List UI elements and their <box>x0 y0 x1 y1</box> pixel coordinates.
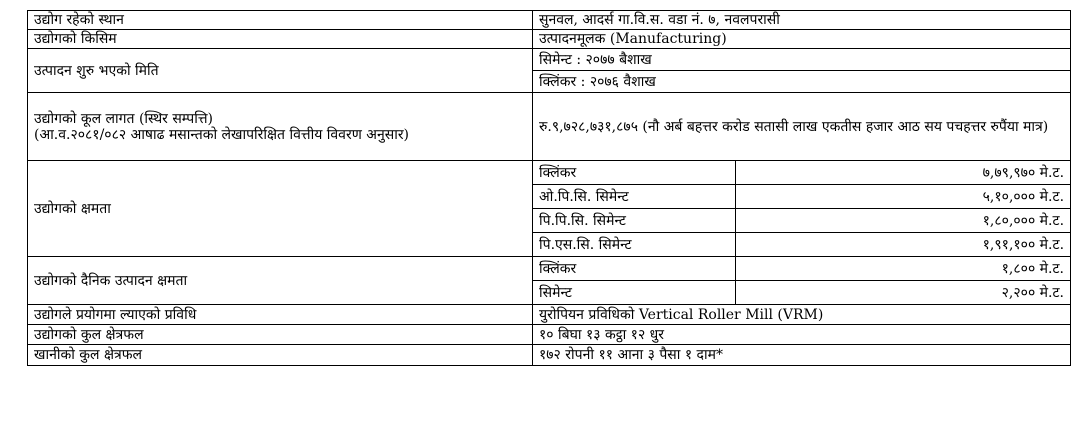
table-row <box>28 257 1071 281</box>
mine-area-label: खानीको कुल क्षेत्रफल <box>28 345 533 366</box>
table-row <box>28 30 1071 49</box>
table-row <box>28 49 1071 71</box>
mine-area-value: १७२ रोपनी ११ आना ३ पैसा १ दाम* <box>533 345 1071 366</box>
capacity-amount: १,९१,१०० मे.ट. <box>736 233 1071 257</box>
clinker-start-date: क्लिंकर : २०७६ वैशाख <box>533 71 1071 93</box>
technology-value: युरोपियन प्रविधिको Vertical Roller Mill (VRM) <box>533 305 1071 325</box>
table-row <box>28 325 1071 345</box>
production-start-label: उत्पादन शुरु भएको मिति <box>28 49 533 93</box>
total-cost-label-line2: (आ.व.२०८१/०८२ आषाढ मसान्तको लेखापरिक्षित वित्तीय विवरण अनुसार) <box>34 126 410 143</box>
capacity-product: क्लिंकर <box>533 161 736 185</box>
technology-label: उद्योगले प्रयोगमा ल्याएको प्रविधि <box>28 305 533 325</box>
daily-capacity-label: उद्योगको दैनिक उत्पादन क्षमता <box>28 257 533 305</box>
total-area-label: उद्योगको कुल क्षेत्रफल <box>28 325 533 345</box>
cement-start-date: सिमेन्ट : २०७७ बैशाख <box>533 49 1071 71</box>
capacity-amount: ७,७९,९७० मे.ट. <box>736 161 1071 185</box>
daily-capacity-product: सिमेन्ट <box>533 281 736 305</box>
capacity-label: उद्योगको क्षमता <box>28 161 533 257</box>
table-row <box>28 161 1071 185</box>
total-cost-label-line1: उद्योगको कूल लागत (स्थिर सम्पत्ति) <box>34 110 213 127</box>
table-row <box>28 345 1071 366</box>
location-value: सुनवल, आदर्स गा.वि.स. वडा नं. ७, नवलपरासी <box>533 11 1071 30</box>
capacity-product: पि.पि.सि. सिमेन्ट <box>533 209 736 233</box>
table-row <box>28 11 1071 30</box>
daily-capacity-amount: १,८०० मे.ट. <box>736 257 1071 281</box>
industry-type-value: उत्पादनमूलक (Manufacturing) <box>533 30 1071 49</box>
total-cost-label <box>28 93 533 161</box>
location-label: उद्योग रहेको स्थान <box>28 11 533 30</box>
capacity-product: ओ.पि.सि. सिमेन्ट <box>533 185 736 209</box>
table-row <box>28 93 1071 161</box>
industry-type-label: उद्योगको किसिम <box>28 30 533 49</box>
table-row <box>28 305 1071 325</box>
total-cost-value: रु.९,७२८,७३१,८७५ (नौ अर्ब बहत्तर करोड सतासी लाख एकतीस हजार आठ सय पचहत्तर रुपैंया मात्र) <box>533 93 1071 161</box>
capacity-amount: ५,१०,००० मे.ट. <box>736 185 1071 209</box>
total-area-value: १० बिघा १३ कट्ठा १२ धुर <box>533 325 1071 345</box>
daily-capacity-amount: २,२०० मे.ट. <box>736 281 1071 305</box>
daily-capacity-product: क्लिंकर <box>533 257 736 281</box>
industry-info-table <box>27 10 1071 366</box>
capacity-amount: १,८०,००० मे.ट. <box>736 209 1071 233</box>
capacity-product: पि.एस.सि. सिमेन्ट <box>533 233 736 257</box>
